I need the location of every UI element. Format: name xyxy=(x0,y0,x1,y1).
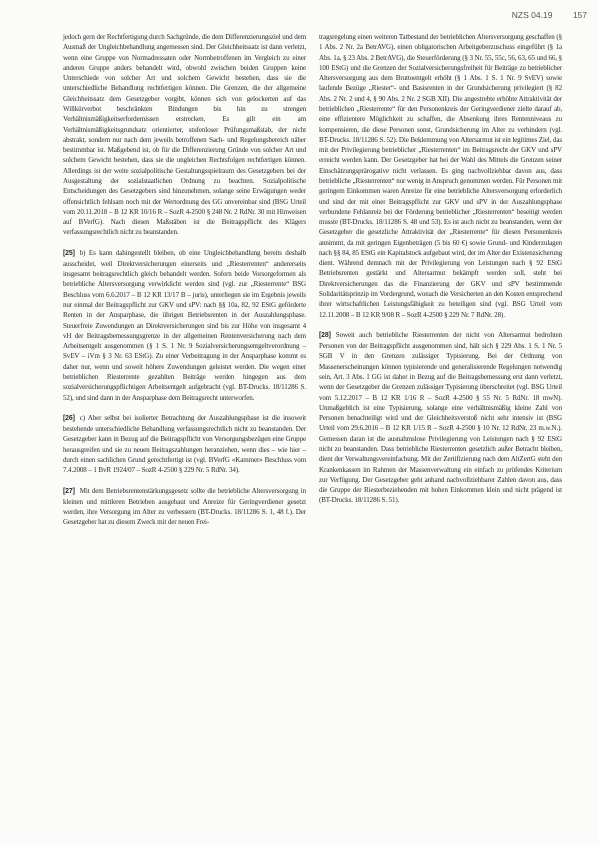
paragraph xyxy=(63,32,306,238)
paragraph-text: Mit dem Betriebsrentenstärkungsgesetz sollte die betriebliche Altersversorgung in kleinen und mittleren Betrieben ausgebaut und Anreize für Geringverdiener gesetzt werden, ihre Versorgung im Alter zu verbessern (BT-Drucks. 18/11286 S. 1, 48 f.). Der Gesetzgeber hat zu diesem Zweck mit der neuen Frei- xyxy=(63,486,306,527)
journal-reference: NZS 04.19 xyxy=(511,10,553,20)
margin-number: [28] xyxy=(319,331,331,339)
paragraph-text: c) Aber selbst bei isolierter Betrachtung der Auszahlungsphase ist die insoweit bestehende unterschiedliche Behandlung verfassungsrechtlich nicht zu beanstanden. Der Gesetzgeber kann in Bezug auf die Beitragspflicht von Versorgungsbezügen eine Gruppe herausgreifen und sie zu neuen Beitragszahlungen heranziehen, wenn dies – wie hier – durch einen sachlichen Grund gerechtfertigt ist (vgl. BVerfG «Kammer» Beschluss vom 7.4.2008 – 1 BvR 1924/07 – SozR 4-2500 § 229 Nr. 5 RdNr. 34). xyxy=(63,413,306,475)
right-column xyxy=(319,32,562,516)
paragraph-text: jedoch gern der Rechtfertigung durch Sachgründe, die dem Differenzierungsziel und dem Ausmaß der Ungleichbehandlung angemessen sind. Der Gleichheitssatz ist dann verletzt, wenn eine Gruppe von Normadressaten oder Normbetroffenen im Vergleich zu einer anderen Gruppe anders behandelt wird, obwohl zwischen beiden Gruppen keine Unterschiede von solcher Art und solchem Gewicht bestehen, dass sie die unterschiedliche Behandlung rechtfertigen können. Die Grenzen, die der allgemeine Gleichheitssatz dem Gesetzgeber vorgibt, können sich von gelockerten auf das Willkürverbot beschränkten Bindungen bis hin zu strengen Verhältnismäßigkeitserfordernissen erstrecken. Es gilt ein am Verhältnismäßigkeitsgrundsatz orientierter, stufenloser Prüfungsmaßstab, der nicht abstrakt, sondern nur nach dem jeweils betroffenen Sach- und Regelungsbereich näher bestimmbar ist. Maßgebend ist, ob für die Differenzierung Gründe von solcher Art und solchem Gewicht bestehen, dass sie die ungleichen Rechtsfolgen rechtfertigen können. Allerdings ist der weite sozialpolitische Gestaltungsspielraum des Gesetzgebers bei der Ausgestaltung der sozialstaatlichen Ordnung zu beachten. Sozialpolitische Entscheidungen des Gesetzgebers sind hinzunehmen, solange seine Erwägungen weder offensichtlich fehlsam noch mit der Wertordnung des GG unvereinbar sind (BSG Urteil vom 20.11.2018 – B 12 KR 10/16 R – SozR 4-2500 § 248 Nr. 2 RdNr. 30 mit Hinweisen auf BVerfG). Nach diesen Maßstäben ist die Beitragspflicht des Klägers verfassungsrechtlich nicht zu beanstanden. xyxy=(63,33,306,237)
paragraph-text: Soweit auch betriebliche Riesterrenten der nicht von Altersarmut bedrohten Personen von der Beitragspflicht ausgenommen sind, hält sich § 229 Abs. 1 S. 1 Nr. 5 SGB V in den Grenzen zulässiger Typisierung. Bei der Ordnung von Massenerscheinungen können typisierende und generalisierende Regelungen notwendig sein, Art. 3 Abs. 1 GG ist daher in Bezug auf die Beitragsbemessung erst dann verletzt, wenn der Gesetzgeber die Grenzen zulässiger Typisierung überschreitet (vgl. BSG Urteil vom 5.12.2017 – B 12 KR 1/16 R – SozR 4-2500 § 55 Nr. 5 RdNr. 18 mwN). Unmaßgeblich ist eine Typisierung, solange eine verhältnismäßig kleine Zahl von Personen benachteiligt wird und der Gleichheitsverstoß nicht sehr intensiv ist (BSG Urteil vom 29.6.2016 – B 12 KR 1/15 R – SozR 4-2500 § 10 Nr. 12 RdNr. 23 m.w.N.). Gemessen daran ist die ausnahmslose Privilegierung von Leistungen nach § 92 EStG nicht zu beanstanden. Dass betriebliche Riesterrenten gesetzlich außer Betracht bleiben, dient der Verwaltungsvereinfachung. Mit der Zertifizierung nach dem AltZertG steht den Krankenkassen im Rahmen der Massenverwaltung ein einfach zu prüfendes Kriterium zur Verfügung. Der Gesetzgeber geht anhand nachvollziehbarer Zahlen davon aus, dass die Gruppe der Riesterbeziehenden mit hohen Einkommen klein und nicht prägend ist (BT-Drucks. 18/11286 S. 51). xyxy=(319,330,562,505)
margin-number: [25] xyxy=(63,249,75,257)
paragraph-text: b) Es kann dahingestellt bleiben, ob eine Ungleichbehandlung bereits deshalb ausscheidet, weil Direktversicherungen einerseits und „Riesterrenten“ andererseits insgesamt beitragsrechtlich gleich behandelt werden. Sofern beide Vorsorgeformen als betriebliche Altersversorgung verwirklicht werden sind (vgl. zur „Riesterrente“ BSG Beschluss vom 6.6.2017 – B 12 KR 13/17 B – juris), unterliegen sie im Ergebnis jeweils nur einmal der Beitragspflicht zur GKV und sPV: nach §§ 10a, 82, 92 EStG geförderte Renten in der Ansparphase, die übrigen Betriebsrenten in der Auszahlungsphase. Steuerfreie Zuwendungen an Direktversicherungen sind bis zur Höhe von insgesamt 4 vH der Beitragsbemessungsgrenze in der allgemeinen Rentenversicherung nach dem Arbeitsentgelt ausgenommen (§ 1 S. 1 Nr. 9 Sozialversicherungsentgeltverordnung – SvEV – iVm § 3 Nr. 63 EStG). Zu einer Verbeitragung in der Ansparphase kommt es daher nur, wenn und soweit höhere Zuwendungen geleistet werden. Die wegen einer betrieblichen Riesterrente gezahlten Beiträge werden hingegen aus dem sozialversicherungspflichtigen Arbeitsentgelt aufgebracht (vgl. BT-Drucks. 18/11286 S. 52), und sind dann in der Ansparphase dem Beitragsrecht unterworfen. xyxy=(63,248,306,402)
paragraph-text: tragsregelung einen weiteren Tatbestand der betrieblichen Altersversorgung geschaffen (§ 1 Abs. 2 Nr. 2a BetrAVG), einen obligatorischen Arbeitgeberzuschuss eingeführt (§ 1a Abs. 1a, § 23 Abs. 2 BetrAVG), die Steuerförderung (§ 3 Nr. 55, 55c, 56, 63, 65 und 66, § 100 EStG) und die Grenzen der Sozialversicherungsfreiheit für Beiträge zu betrieblicher Altersversorgung aus dem Bruttoentgelt erhöht (§ 1 Abs. 1 S. 1 Nr. 9 SvEV) sowie laufende Bezüge „Riester“- und Basisrenten in der Grundsicherung privilegiert (§ 82 Abs. 2 Nr. 2 und 4, § 90 Abs. 2 Nr. 2 SGB XII). Die angestrebte erhöhte Attraktivität der betrieblichen „Riesterrente“ für den Personenkreis der Geringverdiener zielte darauf ab, eine effizientere Möglichkeit zu schaffen, die Absenkung ihres Rentenniveaus zu kompensieren, die diese Personen sonst, Grundsicherung im Alter zu verhindern (vgl. BT-Drucks. 18/11286 S. 52). Die Beklemmung von Altersarmut ist ein legitimes Ziel, das mit der Privilegierung betrieblicher „Riesterrenten“ im Beitragsrecht der GKV und sPV erreicht werden kann. Der Gesetzgeber hat bei der Wahl des Mittels die Grenzen seiner Einschätzungsprärogative nicht verlassen. Es ging nachvollziehbar davon aus, dass betriebliche „Riesterrenten“ nur wenig in Anspruch genommen werden. Für Personen mit geringem Einkommen waren Anreize für eine betriebliche Altersversorgung erforderlich und sind der mit einer Beitragspflicht zur GKV und sPV in der Auszahlungsphase verbundene Fehlanreiz bei der Förderung betrieblicher „Riesterrenten“ beseitigt werden musste (BT-Drucks. 18/11286 S. 48 und 53). Es ist auch nicht zu beanstanden, wenn der Gesetzgeber die gesetzliche Attraktivität der „Riesterrente“ für diesen Personenkreis annimmt, da mit geringen Eigenbeträgen (5 bis 60 €) sowie Grund- und Kinderzulagen nach §§ 84, 85 EStG ein Kapitalstock aufgebaut wird, der im Alter der Existenzsicherung dient. Während demnach mit der Privilegierung von Leistungen nach § 92 EStG Betriebsrenten gestärkt und Altersarmut bekämpft werden soll, steht bei Direktversicherungen das die Finanzierung der GKV und sPV bestimmende Solidaritätsprinzip im Vordergrund, wonach die Versicherten an den Kosten entsprechend ihrer wirtschaftlichen Leistungsfähigkeit zu beteiligen sind (vgl. BSG Urteil vom 12.11.2008 – B 12 KR 9/08 R – SozR 4-2500 § 229 Nr. 7 RdNr. 28). xyxy=(319,33,562,319)
page-header xyxy=(494,10,587,20)
paragraph xyxy=(63,486,306,528)
left-column xyxy=(63,32,306,538)
paragraph xyxy=(63,248,306,403)
paragraph xyxy=(319,330,562,506)
page-number: 157 xyxy=(572,10,587,20)
paragraph xyxy=(63,413,306,476)
margin-number: [27] xyxy=(63,487,75,495)
paragraph xyxy=(319,32,562,320)
margin-number: [26] xyxy=(63,414,75,422)
